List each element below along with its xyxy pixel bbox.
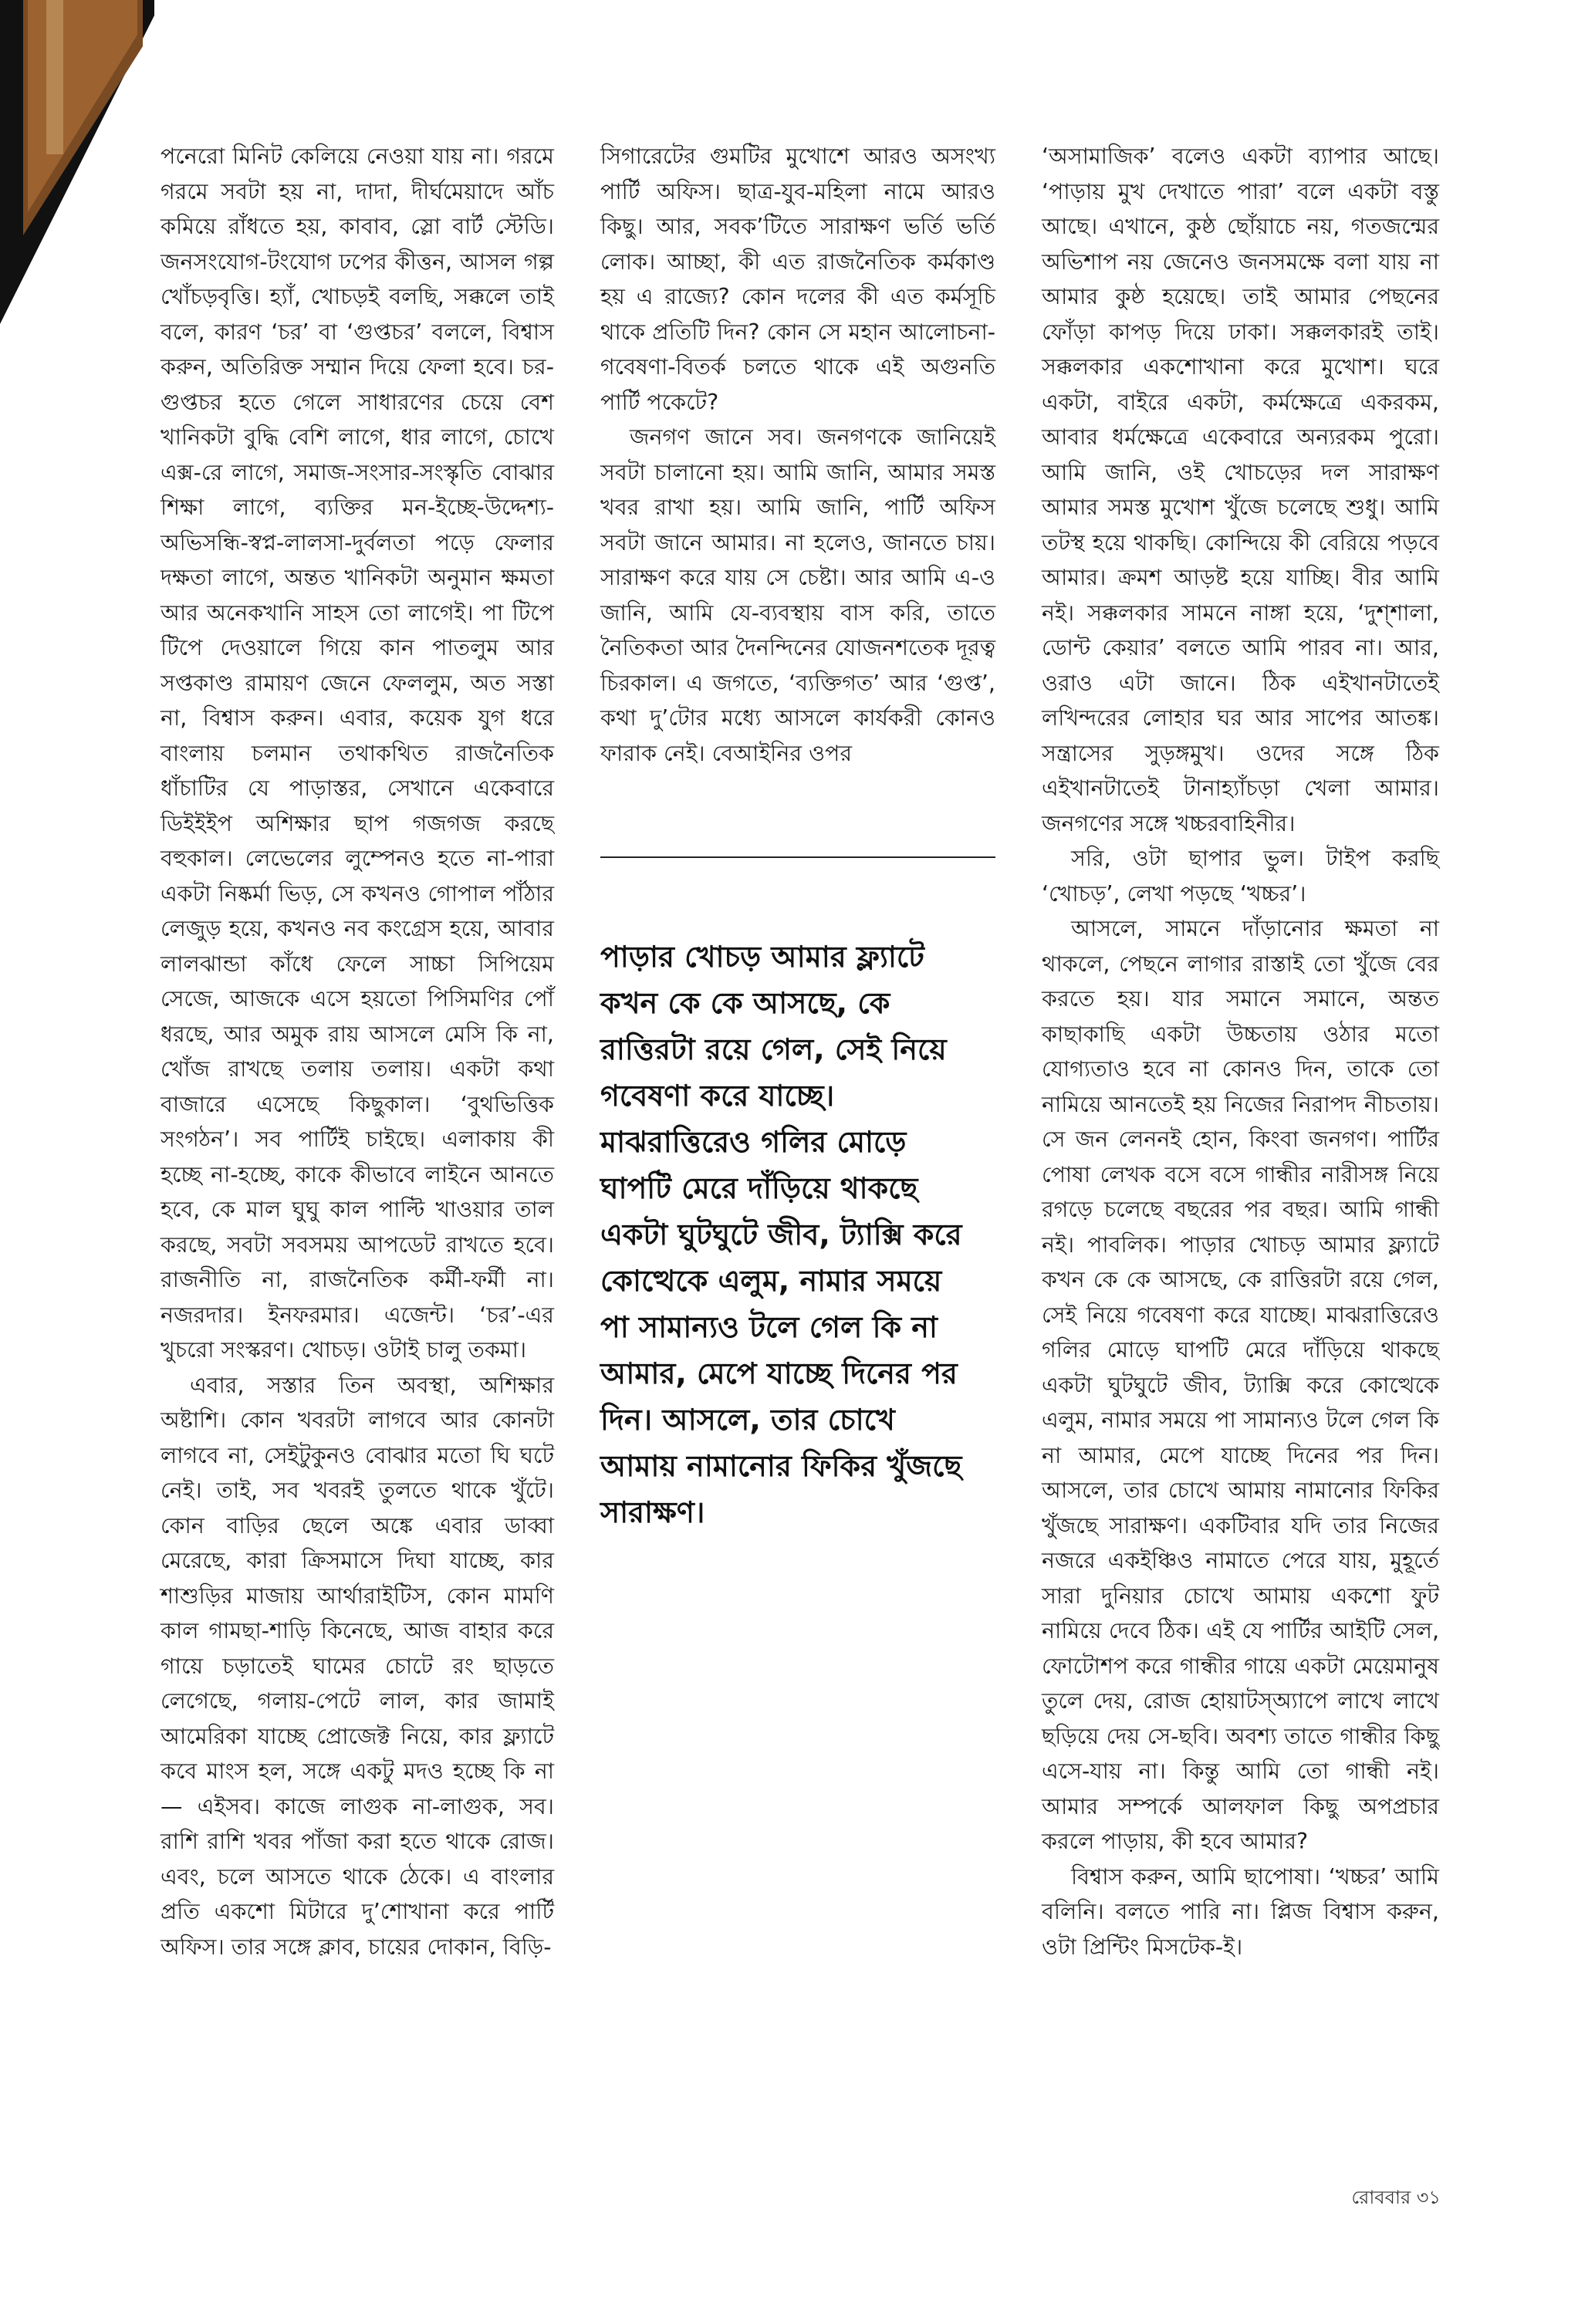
body-paragraph: জনগণ জানে সব। জনগণকে জানিয়েই সবটা চালানো হয়। আমি জানি, আমার সমস্ত খবর রাখা হয়। আমি জানি, পার্টি অফিস সবটা জানে আমার। না হলেও, জানতে চায়। সারাক্ষণ করে যায় সে চেষ্টা। আর আমি এ-ও জানি, আমি যে-ব্যবস্থায় বাস করি, তাতে নৈতিকতা আর দৈনন্দিনের যোজনশতেক দূরত্ব চিরকাল। এ জগতে, ‘ব্যক্তিগত’ আর ‘গুপ্ত’, কথা দু’টোর মধ্যে আসলে কার্যকরী কোনও ফারাক নেই। বেআইনির ওপর [600,424,995,766]
article-column-1 [161,139,554,1964]
article-column-2 [600,139,995,771]
body-paragraph: বিশ্বাস করুন, আমি ছাপোষা। ‘খচ্চর’ আমি বলিনি। বলতে পারি না। প্লিজ বিশ্বাস করুন, ওটা প্রিন্টিং মিসটেক-ই। [1042,1863,1439,1960]
pull-quote-divider [600,856,995,858]
body-paragraph: আসলে, সামনে দাঁড়ানোর ক্ষমতা না থাকলে, পেছনে লাগার রাস্তাই তো খুঁজে বের করতে হয়। যার সমানে সমানে, অন্তত কাছাকাছি একটা উচ্চতায় ওঠার মতো যোগ্যতাও হবে না কোনও দিন, তাকে তো নামিয়ে আনতেই হয় নিজের নিরাপদ নীচতায়। সে জন লেননই হোন, কিংবা জনগণ। পার্টির পোষা লেখক বসে বসে গান্ধীর নারীসঙ্গ নিয়ে রগড়ে চলেছে বছরের পর বছর। আমি গান্ধী নই। পাবলিক। পাড়ার খোচড় আমার ফ্ল্যাটে কখন কে কে আসছে, কে রাত্তিরটা রয়ে গেল, সেই নিয়ে গবেষণা করে যাচ্ছে। মাঝরাত্তিরেও গলির মোড়ে ঘাপটি মেরে দাঁড়িয়ে থাকছে একটা ঘুটঘুটে জীব, ট্যাক্সি করে কোত্থেকে এলুম, নামার সময়ে পা সামান্যও টলে গেল কি না আমার, মেপে যাচ্ছে দিনের পর দিন। আসলে, তার চোখে আমায় নামানোর ফিকির খুঁজছে সারাক্ষণ। একটিবার যদি তার নিজের নজরে একইঞ্চিও নামাতে পেরে যায়, মুহূর্তে সারা দুনিয়ার চোখে আমায় একশো ফুট নামিয়ে দেবে ঠিক। এই যে পার্টির আইটি সেল, ফোটোশপ করে গান্ধীর গায়ে একটা মেয়েমানুষ তুলে দেয়, রোজ হোয়াটস্অ্যাপে লাখে লাখে ছড়িয়ে দেয় সে-ছবি। অবশ্য তাতে গান্ধীর কিছু এসে-যায় না। কিন্তু আমি তো গান্ধী নই। আমার সম্পর্কে আলফাল কিছু অপপ্রচার করলে পাড়ায়, কী হবে আমার? [1042,916,1439,1854]
body-paragraph: সিগারেটের গুমটির মুখোশে আরও অসংখ্য পার্টি অফিস। ছাত্র-যুব-মহিলা নামে আরও কিছু। আর, সবক’টিতে সারাক্ষণ ভর্তি ভর্তি লোক। আচ্ছা, কী এত রাজনৈতিক কর্মকাণ্ড হয় এ রাজ্যে? কোন দলের কী এত কর্মসূচি থাকে প্রতিটি দিন? কোন সে মহান আলোচনা-গবেষণা-বিতর্ক চলতে থাকে এই অগুনতি পার্টি পকেটে? [600,144,995,415]
page-folio: রোববার ৩১ [1351,2187,1441,2208]
body-paragraph: ‘অসামাজিক’ বলেও একটা ব্যাপার আছে। ‘পাড়ায় মুখ দেখাতে পারা’ বলে একটা বস্তু আছে। এখানে, কুষ্ঠ ছোঁয়াচে নয়, গতজন্মের অভিশাপ নয় জেনেও জনসমক্ষে বলা যায় না আমার কুষ্ঠ হয়েছে। তাই আমার পেছনের ফোঁড়া কাপড় দিয়ে ঢাকা। সক্কলকারই তাই। সক্কলকার একশোখানা করে মুখোশ। ঘরে একটা, বাইরে একটা, কর্মক্ষেত্রে একরকম, আবার ধর্মক্ষেত্রে একেবারে অন্যরকম পুরো। আমি জানি, ওই খোচড়ের দল সারাক্ষণ আমার সমস্ত মুখোশ খুঁজে চলেছে শুধু। আমি তটস্থ হয়ে থাকছি। কোন্দিয়ে কী বেরিয়ে পড়বে আমার। ক্রমশ আড়ষ্ট হয়ে যাচ্ছি। বীর আমি নই। সক্কলকার সামনে নাঙ্গা হয়ে, ‘দুশ্শালা, ডোন্ট কেয়ার’ বলতে আমি পারব না। আর, ওরাও এটা জানে। ঠিক এইখানটাতেই লখিন্দরের লোহার ঘর আর সাপের আতঙ্ক। সন্ত্রাসের সুড়ঙ্গমুখ। ওদের সঙ্গে ঠিক এইখানটাতেই টানাহ্যাঁচড়া খেলা আমার। জনগণের সঙ্গে খচ্চরবাহিনীর। [1042,144,1439,836]
body-paragraph: সরি, ওটা ছাপার ভুল। টাইপ করছি ‘খোচড়’, লেখা পড়ছে ‘খচ্চর’। [1042,846,1439,907]
article-column-3 [1042,139,1439,1964]
body-paragraph: পনেরো মিনিট কেলিয়ে নেওয়া যায় না। গরমে গরমে সবটা হয় না, দাদা, দীর্ঘমেয়াদে আঁচ কমিয়ে রাঁধতে হয়, কাবাব, স্লো বার্ট স্টেডি। জনসংযোগ-টংযোগ ঢপের কীত্তন, আসল গল্প খোঁচড়বৃত্তি। হ্যাঁ, খোচড়ই বলছি, সক্কলে তাই বলে, কারণ ‘চর’ বা ‘গুপ্তচর’ বললে, বিশ্বাস করুন, অতিরিক্ত সম্মান দিয়ে ফেলা হবে। চর-গুপ্তচর হতে গেলে সাধারণের চেয়ে বেশ খানিকটা বুদ্ধি বেশি লাগে, ধার লাগে, চোখে এক্স-রে লাগে, সমাজ-সংসার-সংস্কৃতি বোঝার শিক্ষা লাগে, ব্যক্তির মন-ইচ্ছে-উদ্দেশ্য-অভিসন্ধি-স্বপ্ন-লালসা-দুর্বলতা পড়ে ফেলার দক্ষতা লাগে, অন্তত খানিকটা অনুমান ক্ষমতা আর অনেকখানি সাহস তো লাগেই। পা টিপে টিপে দেওয়ালে গিয়ে কান পাতলুম আর সপ্তকাণ্ড রামায়ণ জেনে ফেললুম, অত সস্তা না, বিশ্বাস করুন। এবার, কয়েক যুগ ধরে বাংলায় চলমান তথাকথিত রাজনৈতিক ধাঁচাটির যে পাড়াস্তর, সেখানে একেবারে ডিইইইপ অশিক্ষার ছাপ গজগজ করছে বহুকাল। লেভেলের লুম্পেনও হতে না-পারা একটা নিষ্কর্মা ভিড়, সে কখনও গোপাল পাঁঠার লেজুড় হয়ে, কখনও নব কংগ্রেস হয়ে, আবার লালঝান্ডা কাঁধে ফেলে সাচ্চা সিপিয়েম সেজে, আজকে এসে হয়তো পিসিমণির পোঁ ধরছে, আর অমুক রায় আসলে মেসি কি না, খোঁজ রাখছে তলায় তলায়। একটা কথা বাজারে এসেছে কিছুকাল। ‘বুথভিত্তিক সংগঠন’। সব পার্টিই চাইছে। এলাকায় কী হচ্ছে না-হচ্ছে, কাকে কীভাবে লাইনে আনতে হবে, কে মাল ঘুঘু কাল পাল্টি খাওয়ার তাল করছে, সবটা সবসময় আপডেট রাখতে হবে। রাজনীতি না, রাজনৈতিক কর্মী-ফর্মী না। নজরদার। ইনফরমার। এজেন্ট। ‘চর’-এর খুচরো সংস্করণ। খোচড়। ওটাই চালু তকমা। [161,144,554,1363]
corner-photo-decoration [0,0,154,324]
body-paragraph: এবার, সস্তার তিন অবস্থা, অশিক্ষার অষ্টাশি। কোন খবরটা লাগবে আর কোনটা লাগবে না, সেইটুকুনও বোঝার মতো ঘি ঘটে নেই। তাই, সব খবরই তুলতে থাকে খুঁটে। কোন বাড়ির ছেলে অঙ্কে এবার ডাব্বা মেরেছে, কারা ক্রিসমাসে দিঘা যাচ্ছে, কার শাশুড়ির মাজায় আর্থারাইটিস, কোন মামণি কাল গামছা-শাড়ি কিনেছে, আজ বাহার করে গায়ে চড়াতেই ঘামের চোটে রং ছাড়তে লেগেছে, গলায়-পেটে লাল, কার জামাই আমেরিকা যাচ্ছে প্রোজেক্ট নিয়ে, কার ফ্ল্যাটে কবে মাংস হল, সঙ্গে একটু মদও হচ্ছে কি না— এইসব। কাজে লাগুক না-লাগুক, সব। রাশি রাশি খবর পাঁজা করা হতে থাকে রোজ। এবং, চলে আসতে থাকে ঠেকে। এ বাংলার প্রতি একশো মিটারে দু’শোখানা করে পার্টি অফিস। তার সঙ্গে ক্লাব, চায়ের দোকান, বিড়ি- [161,1372,554,1960]
pull-quote: পাড়ার খোচড় আমার ফ্ল্যাটে কখন কে কে আসছে, কে রাত্তিরটা রয়ে গেল, সেই নিয়ে গবেষণা করে যাচ্ছে। মাঝরাত্তিরেও গলির মোড়ে ঘাপটি মেরে দাঁড়িয়ে থাকছে একটা ঘুটঘুটে জীব, ট্যাক্সি করে কোত্থেকে এলুম, নামার সময়ে পা সামান্যও টলে গেল কি না আমার, মেপে যাচ্ছে দিনের পর দিন। আসলে, তার চোখে আমায় নামানোর ফিকির খুঁজছে সারাক্ষণ। [600,940,962,1529]
